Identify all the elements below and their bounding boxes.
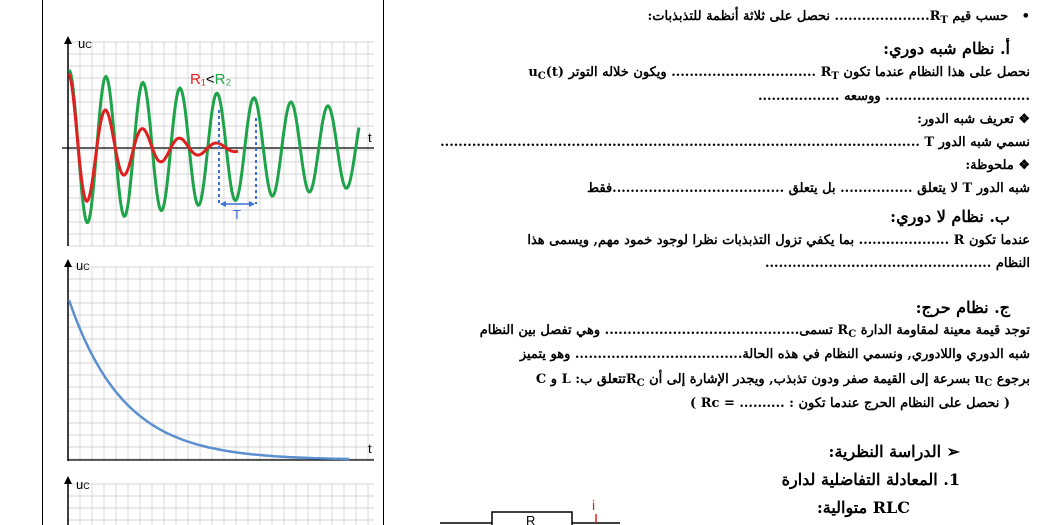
graph-aperiodic — [44, 257, 380, 467]
line-period-def: نسمي شبه الدور T .......................................................................................................... — [440, 135, 1030, 150]
y-label: uC — [76, 258, 90, 273]
legend-lt: < — [205, 71, 215, 88]
heading-note: ❖ ملحوظة: — [965, 158, 1030, 173]
grid — [68, 267, 374, 461]
line-aperiodic-name: النظام .................................................. — [765, 256, 1030, 271]
current-label: i — [592, 498, 596, 513]
y-arrow-icon — [64, 476, 72, 484]
x-label: t — [368, 130, 372, 145]
line-note: شبه الدور T لا يتعلق ................ بل يتعلق ......................................فقط — [587, 181, 1030, 196]
y-label: uC — [76, 477, 90, 492]
line-critical-condition: ( نحصل على النظام الحرج عندما تكون : .......... = Rc ) — [690, 396, 1010, 411]
legend — [190, 71, 232, 88]
line-critical-2: شبه الدوري واللادوري, ونسمي النظام في هذه الحالة..................................... وهو يتميز — [519, 347, 1030, 362]
arrow-left-icon — [220, 201, 226, 207]
heading-period-def: ❖ تعريف شبه الدور: — [917, 112, 1030, 127]
line-amplitude: ................................ ووسعه .................. — [757, 89, 1030, 104]
graph-pseudo-periodic — [44, 32, 380, 254]
heading-theory: ➢ الدراسة النظرية: — [828, 442, 960, 461]
y-arrow-icon — [64, 36, 72, 44]
y-arrow-icon — [64, 259, 72, 267]
line-systems: • حسب قيم $R_T$..................... نحصل على ثلاثة أنظمة للتذبذبات: — [647, 9, 1030, 26]
heading-diff-eq: 1. المعادلة التفاضلية لدارة — [781, 470, 960, 489]
heading-critical: ج. نظام حرج: — [915, 298, 1010, 317]
legend-r2: R₂ — [214, 71, 232, 88]
period-label: T — [233, 207, 241, 222]
arrow-right-icon — [249, 201, 255, 207]
heading-pseudo-periodic: أ. نظام شبه دوري: — [883, 39, 1010, 58]
heading-aperiodic: ب. نظام لا دوري: — [890, 207, 1010, 226]
legend-r1: R₁ — [190, 71, 206, 88]
grid — [68, 484, 374, 525]
line-critical-3: برجوع $u_C$ بسرعة إلى القيمة صفر ودون تذبذب, ويجدر الإشارة إلى أن $R_Cتتعلق$ ب: L و C — [535, 372, 1030, 389]
line-aperiodic: عندما تكون R .................... بما يكفي تزول التذبذبات نظرا لوجود خمود مهم, ويسمى هذا — [527, 233, 1030, 248]
x-label: t — [368, 441, 372, 456]
y-label: uC — [78, 36, 92, 51]
line-pseudo-condition: نحصل على هذا النظام عندما تكون $R_T$ ................................ ويكون خلاله التوتر $u_C(t)$ — [528, 65, 1030, 82]
resistor-label: R — [526, 513, 536, 525]
curve-r2 — [69, 70, 359, 223]
rlc-circuit — [440, 498, 620, 525]
graph-critical — [44, 474, 380, 525]
line-critical-1: توجد قيمة معينة لمقاومة الدارة $R_C$ تسمى........................................... وهي تفصل بين النظام — [479, 323, 1030, 340]
heading-rlc-series: RLC متوالية: — [816, 498, 910, 517]
